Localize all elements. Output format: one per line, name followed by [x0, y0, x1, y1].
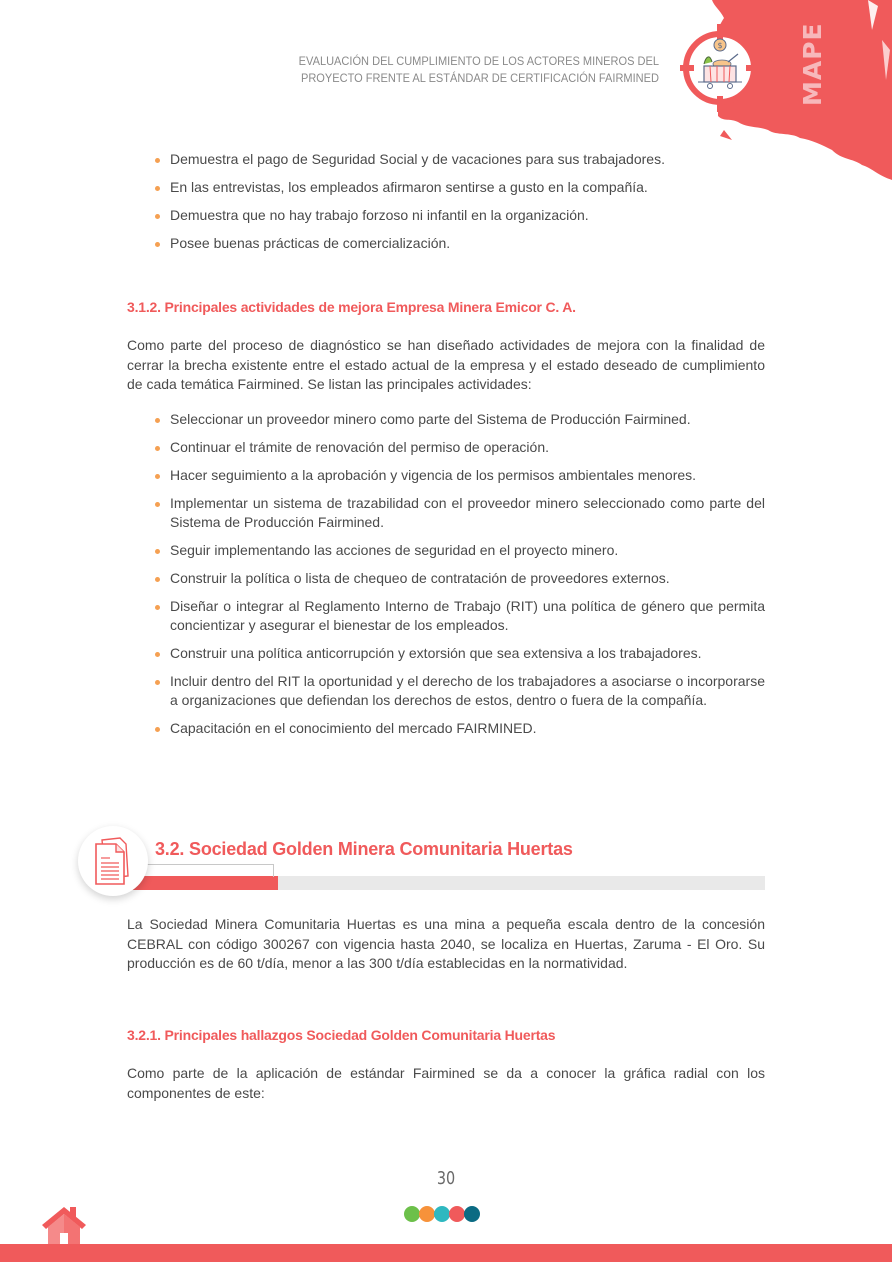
section-3-2-body: La Sociedad Minera Comunitaria Huertas es una mina a pequeña escala dentro de la concesión CEBRAL con código 300267 con vigencia hasta 2040, se localiza en Huertas, Zaruma - El Oro. Su producción es de 60 t/día, menor a las 300 t/día establecidas en la normatividad. — [127, 916, 765, 971]
list-item: Demuestra el pago de Seguridad Social y de vacaciones para sus trabajadores. — [155, 150, 765, 169]
document-header-title — [273, 53, 659, 87]
list-item: Continuar el trámite de renovación del permiso de operación. — [155, 438, 765, 457]
brand-label: MAPE — [798, 22, 827, 106]
color-dot — [404, 1206, 420, 1222]
home-icon[interactable] — [40, 1205, 88, 1245]
subsection-intro-paragraph: Como parte del proceso de diagnóstico se han diseñado actividades de mejora con la finalidad de cerrar la brecha existente entre el estado actual de la empresa y el estado deseado de cumplimiento de cada temática Fairmined. Se listan las principales actividades: — [127, 337, 765, 392]
list-item: Diseñar o integrar al Reglamento Interno de Trabajo (RIT) una política de género que permita concientizar y asegurar el bienestar de los empleados. — [155, 597, 765, 635]
section-icon-badge — [78, 826, 148, 896]
page-number: 30 — [436, 1168, 456, 1189]
improvement-activities-list — [155, 410, 765, 747]
svg-text:$: $ — [717, 41, 723, 50]
list-item: Demuestra que no hay trabajo forzoso ni infantil en la organización. — [155, 206, 765, 225]
color-dot — [434, 1206, 450, 1222]
list-item: Seguir implementando las acciones de seguridad en el proyecto minero. — [155, 541, 765, 560]
target-mining-cart-icon — [680, 22, 760, 112]
list-item: Incluir dentro del RIT la oportunidad y el derecho de los trabajadores a asociarse o incorporarse a organizaciones que defiendan los derechos de estos, dentro o fuera de la compañía. — [155, 672, 765, 710]
color-dot — [464, 1206, 480, 1222]
section-progress-fill — [128, 876, 278, 890]
footer-bar — [0, 1244, 892, 1262]
subsection-heading-3-1-2: 3.1.2. Principales actividades de mejora Empresa Minera Emicor C. A. — [127, 299, 576, 315]
connector-bracket — [143, 864, 274, 877]
color-dots-decoration — [404, 1206, 479, 1222]
list-item: Seleccionar un proveedor minero como parte del Sistema de Producción Fairmined. — [155, 410, 765, 429]
list-item: En las entrevistas, los empleados afirmaron sentirse a gusto en la compañía. — [155, 178, 765, 197]
list-item: Construir una política anticorrupción y extorsión que sea extensiva a los trabajadores. — [155, 644, 765, 663]
list-item: Hacer seguimiento a la aprobación y vigencia de los permisos ambientales menores. — [155, 466, 765, 485]
list-item: Posee buenas prácticas de comercialización. — [155, 234, 765, 253]
list-item: Implementar un sistema de trazabilidad con el proveedor minero seleccionado como parte del Sistema de Producción Fairmined. — [155, 494, 765, 532]
section-progress-bar — [128, 876, 765, 890]
documents-icon — [78, 826, 148, 896]
color-dot — [419, 1206, 435, 1222]
header-title-line-2: PROYECTO FRENTE AL ESTÁNDAR DE CERTIFICACIÓN FAIRMINED — [300, 71, 659, 85]
section-title-3-2: 3.2. Sociedad Golden Minera Comunitaria Huertas — [155, 839, 573, 859]
findings-list — [155, 150, 765, 262]
header-title-line-1: EVALUACIÓN DEL CUMPLIMIENTO DE LOS ACTORES MINEROS DEL — [298, 54, 659, 68]
list-item: Capacitación en el conocimiento del mercado FAIRMINED. — [155, 719, 765, 738]
color-dot — [449, 1206, 465, 1222]
section-3-2-1-body: Como parte de la aplicación de estándar Fairmined se da a conocer la gráfica radial con los componentes de este: — [127, 1065, 765, 1101]
list-item: Construir la política o lista de chequeo de contratación de proveedores externos. — [155, 569, 765, 588]
subsection-heading-3-2-1: 3.2.1. Principales hallazgos Sociedad Golden Comunitaria Huertas — [127, 1027, 556, 1043]
